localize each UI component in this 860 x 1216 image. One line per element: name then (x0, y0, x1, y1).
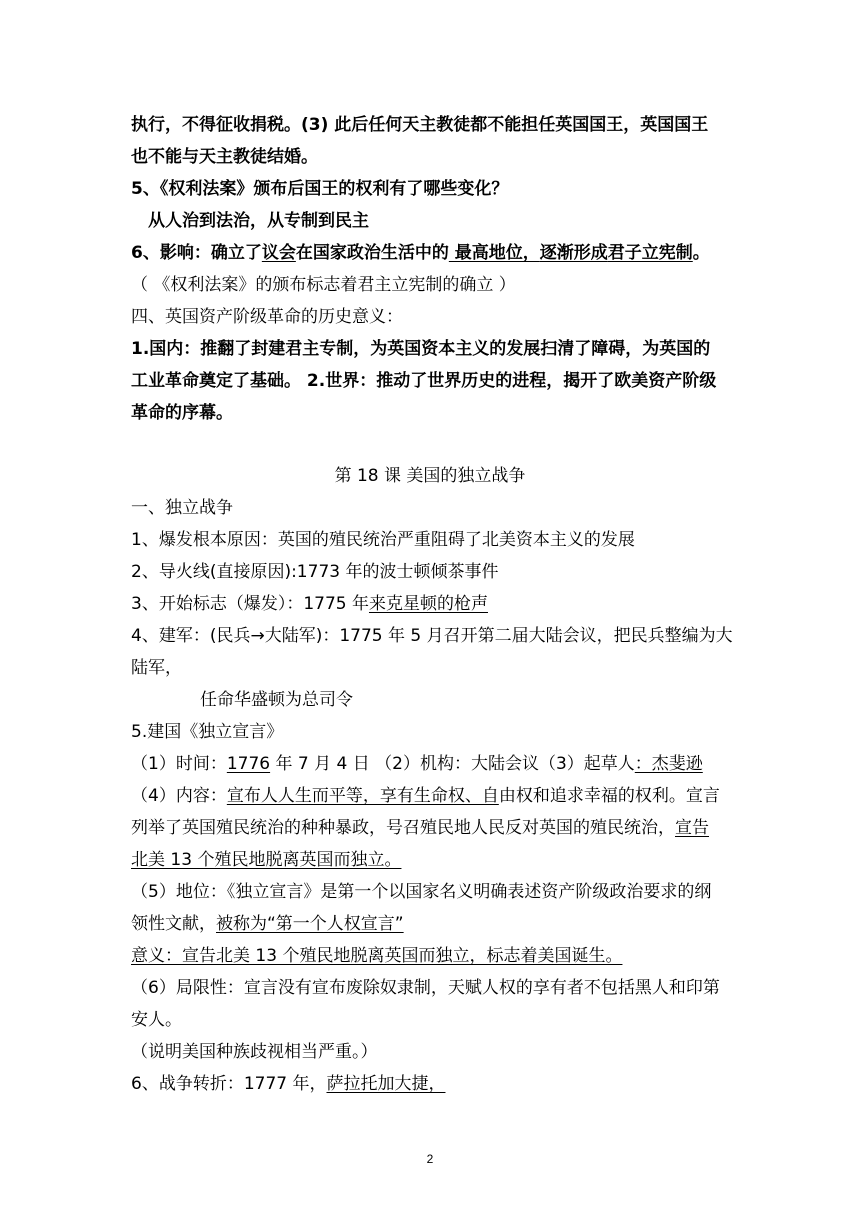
note-line: （ 《权利法案》的颁布标志着君主立宪制的确立 ） (131, 275, 516, 295)
page-number: 2 (426, 1152, 434, 1166)
section-heading: 四、英国资产阶级革命的历史意义： (131, 307, 403, 327)
text-line: 安人。 (131, 1010, 182, 1030)
item-6-influence: 6、影响：确立了议会在国家政治生活中的 最高地位，逐渐形成君子立宪制。 (131, 243, 710, 263)
text-line: 革命的序幕。 (131, 403, 233, 423)
text-line: 工业革命奠定了基础。 2.世界：推动了世界历史的进程，揭开了欧美资产阶级 (131, 371, 717, 391)
text-line: 陆军， (131, 658, 182, 678)
text-line: 执行，不得征收捐税。(3) 此后任何天主教徒都不能担任英国国王，英国国王 (131, 115, 709, 135)
significance-line: 意义：宣告北美 13 个殖民地脱离英国而独立，标志着美国诞生。 (131, 946, 623, 966)
sub-item: （5）地位：《独立宣言》是第一个以国家名义明确表述资产阶级政治要求的纲 (131, 882, 712, 902)
question-5: 5、《权利法案》颁布后国王的权利有了哪些变化？ (131, 179, 509, 199)
list-item: 6、战争转折：1777 年，萨拉托加大捷， (131, 1074, 446, 1094)
list-item: 5.建国《独立宣言》 (131, 722, 284, 742)
section-heading: 一、独立战争 (131, 498, 233, 518)
text-line: 北美 13 个殖民地脱离英国而独立。 (131, 850, 402, 870)
sub-item: （6）局限性：宣言没有宣布废除奴隶制，天赋人权的享有者不包括黑人和印第 (131, 978, 720, 998)
answer-5: 从人治到法治，从专制到民主 (148, 211, 369, 231)
lesson-title: 第 18 课 美国的独立战争 (334, 466, 526, 486)
list-item: 4、建军：(民兵→大陆军)：1775 年 5 月召开第二届大陆会议，把民兵整编为大 (131, 626, 733, 646)
text-line: 也不能与天主教徒结婚。 (131, 147, 318, 167)
list-item: 2、导火线(直接原因):1773 年的波士顿倾茶事件 (131, 562, 499, 582)
list-item: 3、开始标志（爆发）：1775 年来克星顿的枪声 (131, 594, 488, 614)
text-line: 列举了英国殖民统治的种种暴政，号召殖民地人民反对英国的殖民统治，宣告 (131, 818, 709, 838)
text-line: 领性文献，被称为“第一个人权宣言” (131, 914, 404, 934)
text-line: 任命华盛顿为总司令 (200, 690, 353, 710)
list-item: 1、爆发根本原因：英国的殖民统治严重阻碍了北美资本主义的发展 (131, 530, 635, 550)
sub-item: （1）时间：1776 年 7 月 4 日 （2）机构：大陆会议（3）起草人：杰斐逊 (131, 754, 703, 774)
text-line: 1.国内：推翻了封建君主专制，为英国资本主义的发展扫清了障碍，为英国的 (131, 339, 711, 359)
text-line: （说明美国种族歧视相当严重。） (131, 1042, 378, 1062)
sub-item: （4）内容：宣布人人生而平等，享有生命权、自由权和追求幸福的权利。宣言 (131, 786, 720, 806)
